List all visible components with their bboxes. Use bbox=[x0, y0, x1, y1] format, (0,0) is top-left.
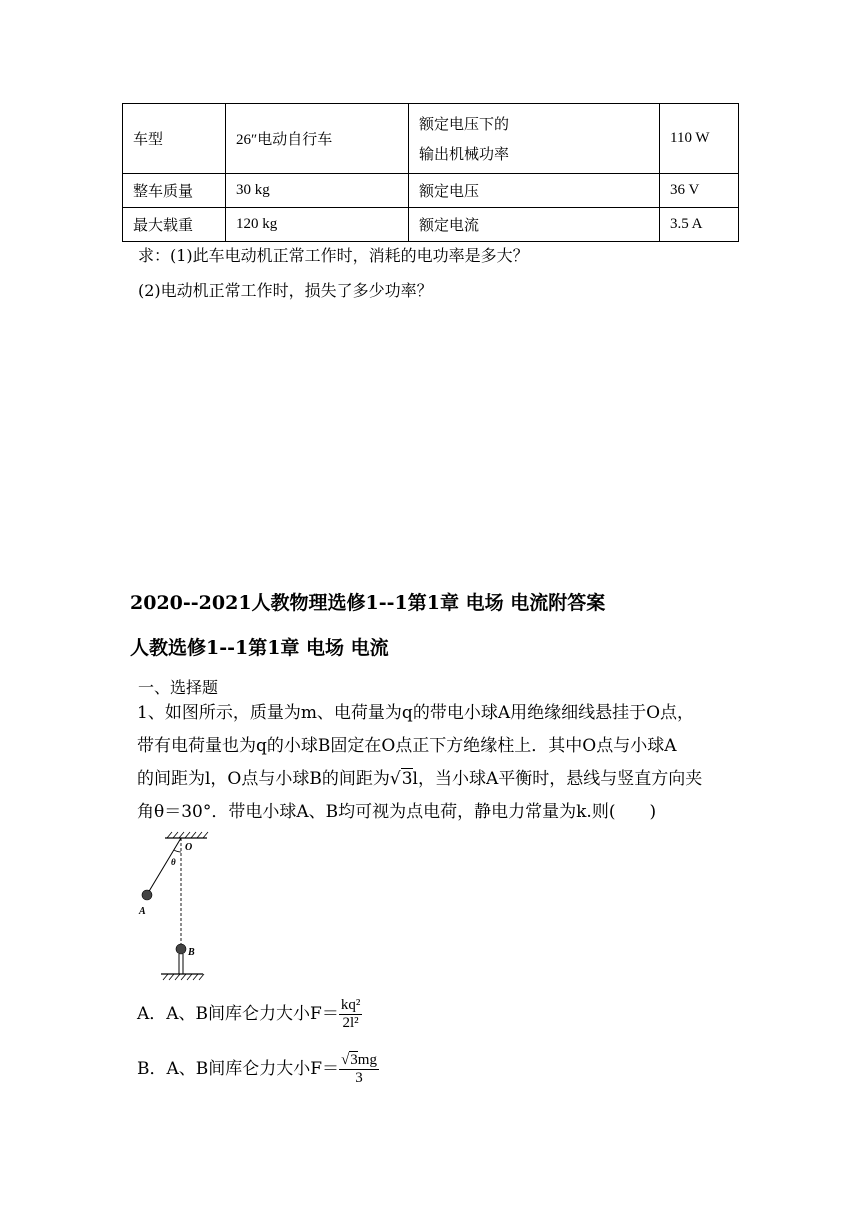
problem-line: 1、如图所示，质量为m、电荷量为q的带电小球A用绝缘细线悬挂于O点， bbox=[137, 703, 695, 723]
ceiling-hatch bbox=[167, 832, 208, 838]
problem-1 bbox=[137, 697, 757, 829]
ground-hatch bbox=[163, 974, 204, 980]
sqrt-symbol: √3 bbox=[341, 1052, 358, 1068]
ball-a bbox=[142, 890, 152, 900]
fraction-numerator bbox=[339, 1052, 379, 1070]
table-row bbox=[123, 208, 739, 242]
table-cell: 额定电压 bbox=[409, 174, 660, 208]
label-b: B bbox=[188, 947, 195, 958]
option-text: B．A、B间库仑力大小F＝ bbox=[137, 1059, 340, 1079]
problem-line bbox=[137, 763, 757, 796]
problem-text: l，当小球A平衡时，悬线与竖直方向夹 bbox=[412, 769, 703, 789]
table-cell: 36 V bbox=[660, 174, 739, 208]
table-cell bbox=[409, 104, 660, 174]
option-a bbox=[137, 997, 362, 1032]
question-1: 求：(1)此车电动机正常工作时，消耗的电功率是多大？ bbox=[138, 246, 529, 265]
problem-text: 的间距为l，O点与小球B的间距为 bbox=[137, 769, 390, 789]
table-cell: 3.5 A bbox=[660, 208, 739, 242]
option-b bbox=[137, 1052, 379, 1087]
pendulum-figure bbox=[135, 828, 215, 986]
fraction-numerator: kq² bbox=[340, 997, 361, 1013]
label-a: A bbox=[139, 906, 146, 917]
option-text: A．A、B间库仑力大小F＝ bbox=[137, 1004, 339, 1024]
table-cell: 26″电动自行车 bbox=[226, 104, 409, 174]
fraction-denominator: 2l² bbox=[342, 1015, 359, 1031]
table-cell: 车型 bbox=[123, 104, 226, 174]
table-cell-line: 输出机械功率 bbox=[419, 144, 510, 163]
table-cell: 整车质量 bbox=[123, 174, 226, 208]
label-o: O bbox=[185, 842, 193, 853]
sqrt-radicand: 3 bbox=[401, 769, 413, 789]
section-heading: 一、选择题 bbox=[138, 678, 219, 697]
question-2: (2)电动机正常工作时，损失了多少功率？ bbox=[138, 281, 433, 300]
table-cell-line: 额定电压下的 bbox=[419, 114, 510, 133]
string-line bbox=[148, 838, 181, 893]
ball-b bbox=[176, 944, 186, 954]
problem-line: 角θ＝30°．带电小球A、B均可视为点电荷，静电力常量为k.则( ) bbox=[137, 802, 657, 822]
fraction bbox=[339, 1052, 379, 1087]
sub-title: 人教选修1--1第1章 电场 电流 bbox=[130, 637, 389, 659]
label-theta: θ bbox=[171, 857, 176, 867]
table-cell: 最大载重 bbox=[123, 208, 226, 242]
table-row bbox=[123, 104, 739, 174]
table-cell: 30 kg bbox=[226, 174, 409, 208]
fraction bbox=[339, 997, 363, 1032]
angle-arc bbox=[174, 850, 181, 852]
table-cell: 110 W bbox=[660, 104, 739, 174]
table-cell: 120 kg bbox=[226, 208, 409, 242]
doc-title: 2020--2021人教物理选修1--1第1章 电场 电流附答案 bbox=[130, 592, 606, 614]
problem-line: 带有电荷量也为q的小球B固定在O点正下方绝缘柱上．其中O点与小球A bbox=[137, 736, 677, 756]
table-cell: 额定电流 bbox=[409, 208, 660, 242]
sqrt-symbol: √3 bbox=[389, 769, 413, 789]
table-row bbox=[123, 174, 739, 208]
sqrt-radicand: 3 bbox=[350, 1052, 358, 1068]
numerator-text: mg bbox=[357, 1052, 377, 1068]
fraction-denominator: 3 bbox=[355, 1070, 363, 1086]
spec-table bbox=[122, 103, 739, 242]
